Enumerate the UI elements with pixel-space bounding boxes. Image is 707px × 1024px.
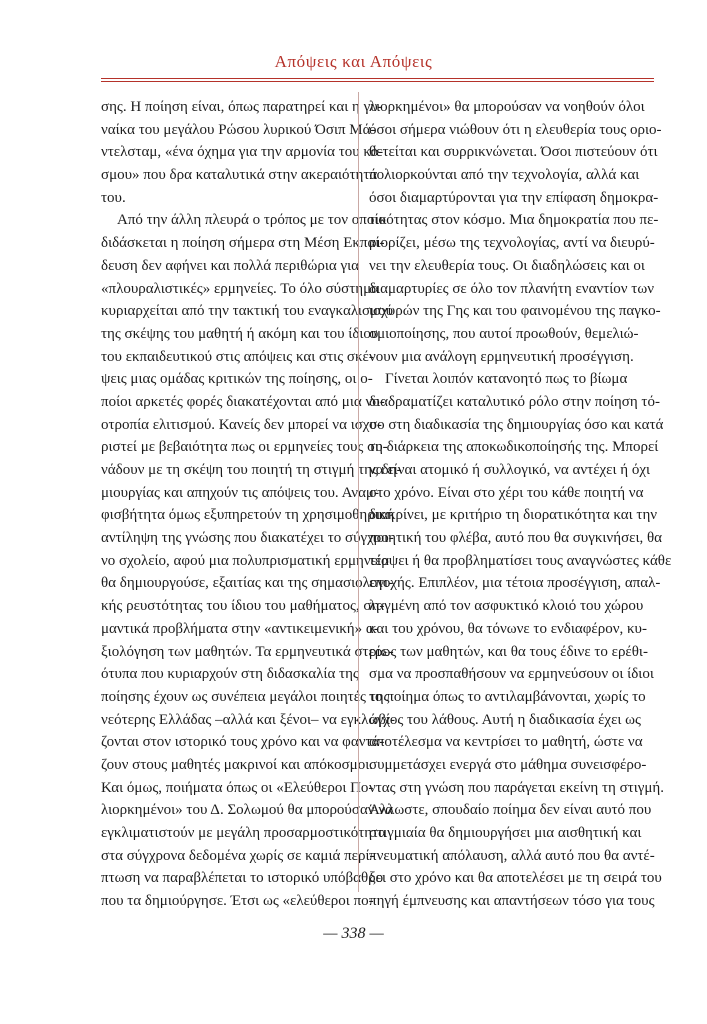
text-line: πνευματική απόλαυση, αλλά αυτό που θα αντέ- [369,847,655,864]
text-line: διαμαρτυρίες σε όλο τον πλανήτη εναντίον των [369,280,654,297]
text-line: εγκλιματιστούν με μεγάλη προσαρμοστικότητα [101,825,386,841]
text-line: ριστεί με βεβαιότητα πως οι ερμηνείες τους συ- [101,439,388,456]
text-line: ποίοι αρκετές φορές διακατέχονται από μια νο- [101,393,385,410]
text-line: ριορίζει, μέσω της τεχνολογίας, αντί να διευρύ- [369,235,655,252]
text-line: νο σχολείο, αφού μια πολυπρισματική ερμηνεία [101,552,389,569]
text-line: της σκέψης του μαθητή ή ακόμη και του ίδιου [101,325,379,342]
text-line: ζουν στους μαθητές μακρινοί και απόκοσμοι. [101,756,373,773]
text-line: ξιολόγηση των μαθητών. Τα ερμηνευτικά στερε- [101,643,394,660]
text-line: σμα να προσπαθήσουν να ερμηνεύσουν οι ίδιοι [369,666,654,683]
text-line: ξει στο χρόνο και θα αποτελέσει με τη σειρά του [369,870,662,887]
text-line: σο στη διαδικασία της δημιουργίας όσο και κατά [369,416,664,433]
text-line: Και όμως, ποιήματα όπως οι «Ελεύθεροι Πο- [101,779,374,796]
text-line: αποτέλεσμα να κεντρίσει το μαθητή, ώστε να [369,734,643,751]
text-line: πηγή έμπνευσης και απαντήσεων τόσο για τους [369,893,655,910]
left-text-column [101,96,402,913]
text-line: ντελσταμ, «ένα όχημα για την αρμονία του κό- [101,144,384,161]
text-line: του εκπαιδευτικού στις απόψεις και στις σκέ- [101,348,374,365]
text-line: ρίως των μαθητών, και θα τους έδινε το ερέθι- [369,643,648,660]
text-line: διαδραματίζει καταλυτικό ρόλο στην ποίηση τό- [369,393,660,410]
text-line: ζονται στον ιστορικό τους χρόνο και να φαντά- [101,734,385,751]
text-line: Γίνεται λοιπόν κατανοητό πως το βίωμα [385,371,628,388]
text-line: νουν μια ανάλογη ερμηνευτική προσέγγιση. [369,348,634,365]
header-rule-bottom [101,81,654,82]
header-rule-top [101,78,654,79]
text-line: του. [101,189,126,206]
text-line: μαντικά προβλήματα στην «αντικειμενική» α- [101,620,379,637]
text-line: τη διάρκεια της αποκωδικοποίησής της. Μπορεί [369,439,659,456]
text-line: και του χρόνου, θα τόνωνε το ενδιαφέρον, κυ- [369,620,647,637]
text-line: νεότερης Ελλάδας –αλλά και ξένοι– να εγκλωβί- [101,711,395,728]
text-line: που τα δημιούργησε. Έτσι ως «ελεύθεροι πο- [101,893,374,910]
text-line: δευση δεν αφήνει και πολλά περιθώρια για [101,257,360,274]
text-line: νάδουν με τη σκέψη του ποιητή τη στιγμή της δη- [101,462,402,478]
page-number: — 338 — [323,925,384,942]
text-line: συμμετάσχει ενεργά στο μάθημα συνεισφέρο- [369,756,647,773]
right-text-column [369,96,672,913]
text-line: διδάσκεται η ποίηση σήμερα στη Μέση Εκπαί- [101,235,385,252]
text-line: σμου» που δρα καταλυτικά στην ακεραιότητά [101,167,378,184]
text-line: Άλλωστε, σπουδαίο ποίημα δεν είναι αυτό που [369,802,652,819]
text-line: άγχος του λάθους. Αυτή η διαδικασία έχει ως [369,711,641,728]
text-line: κής ρευστότητας του ίδιου του μαθήματος, ση- [101,598,385,615]
text-line: κυριαρχείται από την τακτική του εναγκαλισμού [101,303,394,320]
running-title: Απόψεις και Απόψεις [274,52,433,71]
column-divider [358,92,359,892]
text-line: στιγμιαία θα δημιουργήσει μια αισθητική και [369,825,642,841]
text-line: ντας στη γνώση που παράγεται εκείνη τη στιγμή. [369,779,665,796]
text-line: λαγμένη από τον ασφυκτικό κλοιό του χώρου [369,598,644,615]
text-line: φισβήτητα όμως εξυπηρετούν τη χρησιμοθηρική [101,507,395,524]
text-line: Από την άλλη πλευρά ο τρόπος με τον οποίο [117,212,386,229]
text-line: λιορκημένοι» θα μπορούσαν να νοηθούν όλοι [369,99,645,115]
text-line: το ποίημα όπως το αντιλαμβάνονται, χωρίς το [369,688,646,705]
text-line: εποχής. Επιπλέον, μια τέτοια προσέγγιση, απαλ- [369,575,661,592]
text-line: ποίησης έχουν ως συνέπεια μεγάλοι ποιητές της [101,688,390,705]
text-line: τικότητας στον κόσμο. Μια δημοκρατία που πε- [369,212,659,229]
text-line: νει την ελευθερία τους. Οι διαδηλώσεις και οι [369,257,645,274]
text-line: σης. Η ποίηση είναι, όπως παρατηρεί και η γυ- [101,99,383,115]
text-line: πτωση να παραβλέπεται το ιστορικό υπόβαθρο [101,870,384,887]
text-line: αντίληψη της γνώσης που διακατέχει το σύγχρο- [101,530,394,547]
text-line: σμιοποίησης, που αυτοί προωθούν, θεμελιώ- [369,325,639,342]
text-line: πολιορκούνται από την τεχνολογία, αλλά και [369,167,640,184]
text-line: όσοι σήμερα νιώθουν ότι η ελευθερία τους οριο- [369,121,662,138]
text-line: όσοι διαμαρτύρονται για την επίφαση δημοκρα- [369,189,659,206]
text-line: ψεις μιας ομάδας κριτικών της ποίησης, οι ο- [101,371,373,388]
text-line: τέρψει ή θα προβληματίσει τους αναγνώστες κάθε [369,552,672,569]
text-line: διακρίνει, με κριτήριο τη διορατικότητα και την [369,507,658,524]
text-line: ποιητική του φλέβα, αυτό που θα συγκινήσει, θα [369,530,663,547]
text-line: στα σύγχρονα δεδομένα χωρίς σε καμιά περί- [101,847,375,864]
text-line: λιορκημένοι» του Δ. Σολωμού θα μπορούσαν να [101,802,393,819]
text-line: ισχυρών της Γης και του φαινομένου της παγκο- [369,303,661,320]
text-line: «πλουραλιστικές» ερμηνείες. Το όλο σύστημα [101,280,379,297]
text-line: στο χρόνο. Είναι στο χέρι του κάθε ποιητή να [369,484,644,501]
text-line: ναίκα του μεγάλου Ρώσου λυρικού Όσιπ Μά- [101,121,376,138]
text-line: θα δημιουργούσε, εξαιτίας και της σημασιολογι- [101,575,394,592]
text-line: μιουργίας και απηχούν τις απόψεις του. Αναμ- [101,484,379,501]
text-line: να είναι ατομικό ή συλλογικό, να αντέχει ή όχι [369,462,651,478]
text-line: ότυπα που κυριαρχούν στη διδασκαλία της [101,666,359,683]
text-line: θετείται και συρρικνώνεται. Όσοι πιστεύουν ότι [369,144,658,161]
text-line: οτροπία ελιτισμού. Κανείς δεν μπορεί να ισχυ- [101,416,382,433]
